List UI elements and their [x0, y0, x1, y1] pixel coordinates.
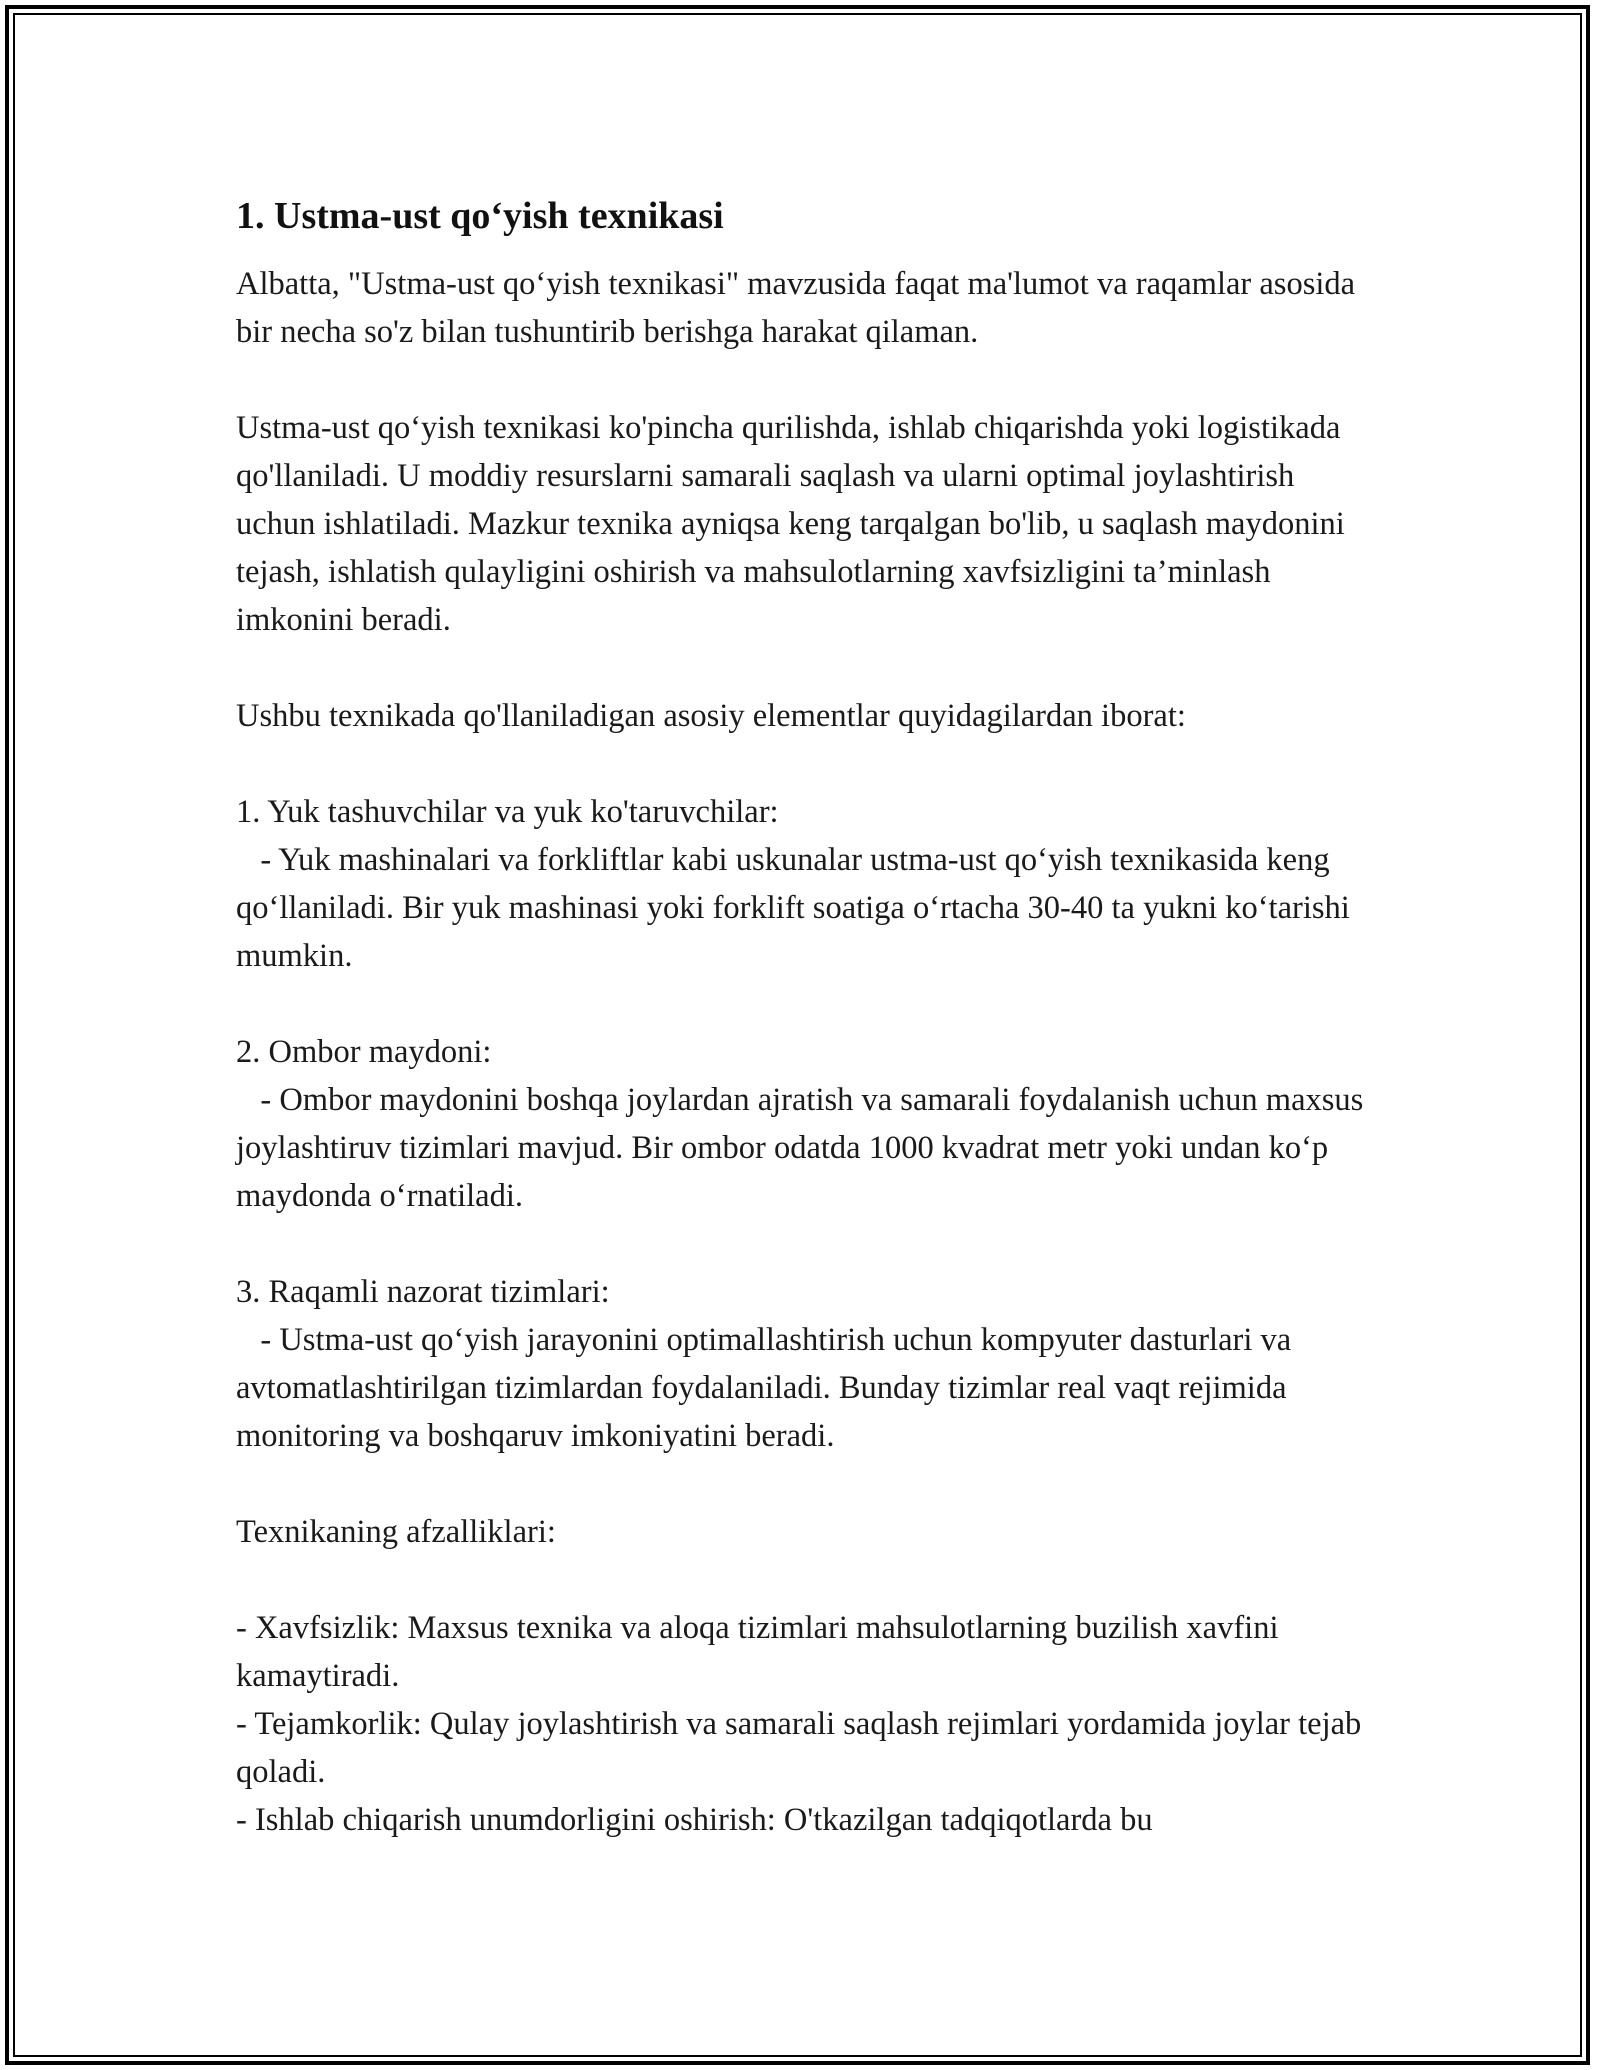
paragraph-gap [236, 1220, 1376, 1268]
item-body: - Yuk mashinalari va forkliftlar kabi uskunalar ustma-ust qo‘yish texnikasida keng qo‘llaniladi. Bir yuk mashinasi yoki forklift soatiga o‘rtacha 30-40 ta yukni ko‘tarishi mumkin. [236, 842, 1358, 974]
document-body [236, 184, 1376, 1844]
item-body: - Ombor maydonini boshqa joylardan ajratish va samarali foydalanish uchun maxsus joylashtiruv tizimlari mavjud. Bir ombor odatda 1000 kvadrat metr yoki undan ko‘p maydonda o‘rnatiladi. [236, 1082, 1372, 1214]
paragraph-gap [236, 980, 1376, 1028]
overview-paragraph: Ustma-ust qo‘yish texnikasi ko'pincha qurilishda, ishlab chiqarishda yoki logistikada qo'llaniladi. U moddiy resurslarni samarali saqlash va ularni optimal joylashtirish uchun ishlatiladi. Mazkur texnika ayniqsa keng tarqalgan bo'lib, u saqlash maydonini tejash, ishlatish qulayligini oshirish va mahsulotlarning xavfsizligini ta’minlash imkonini beradi. [236, 410, 1353, 638]
paragraph-gap [236, 356, 1376, 404]
paragraph-gap [236, 644, 1376, 692]
advantages-heading: Texnikaning afzalliklari: [236, 1514, 556, 1550]
paragraph-gap [236, 1556, 1376, 1604]
item-heading: 2. Ombor maydoni: [236, 1034, 492, 1070]
item-heading: 1. Yuk tashuvchilar va yuk ko'taruvchilar: [236, 794, 779, 830]
intro-paragraph: Albatta, "Ustma-ust qo‘yish texnikasi" mavzusida faqat ma'lumot va raqamlar asosida bir necha so'z bilan tushuntirib berishga harakat qilaman. [236, 266, 1364, 350]
elements-intro: Ushbu texnikada qo'llaniladigan asosiy elementlar quyidagilardan iborat: [236, 698, 1186, 734]
document-title: 1. Ustma-ust qo‘yish texnikasi [236, 195, 724, 237]
paragraph-gap [236, 1460, 1376, 1508]
advantage-item: - Ishlab chiqarish unumdorligini oshirish: O'tkazilgan tadqiqotlarda bu [236, 1802, 1153, 1838]
advantage-item: - Tejamkorlik: Qulay joylashtirish va samarali saqlash rejimlari yordamida joylar tejab qoladi. [236, 1706, 1370, 1790]
paragraph-gap [236, 740, 1376, 788]
advantage-item: - Xavfsizlik: Maxsus texnika va aloqa tizimlari mahsulotlarning buzilish xavfini kamaytiradi. [236, 1610, 1287, 1694]
item-body: - Ustma-ust qo‘yish jarayonini optimallashtirish uchun kompyuter dasturlari va avtomatlashtirilgan tizimlardan foydalaniladi. Bunday tizimlar real vaqt rejimida monitoring va boshqaruv imkoniyatini beradi. [236, 1322, 1300, 1454]
item-heading: 3. Raqamli nazorat tizimlari: [236, 1274, 610, 1310]
